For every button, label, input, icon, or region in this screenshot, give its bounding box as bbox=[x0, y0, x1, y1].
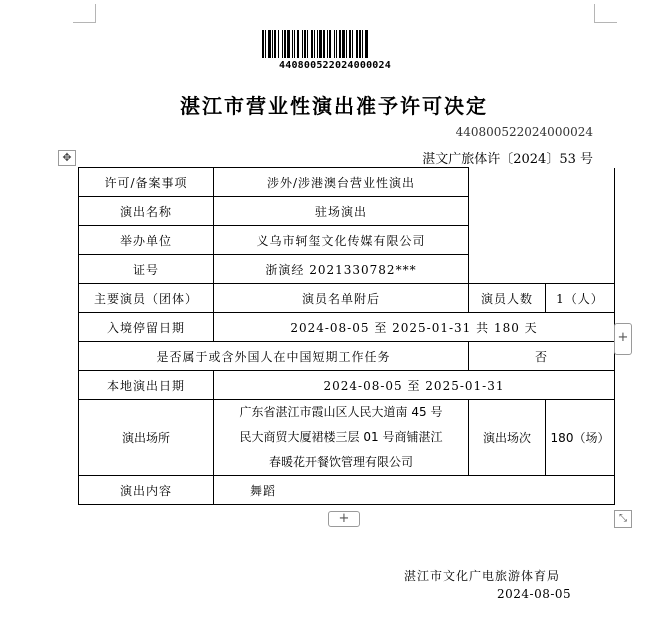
barcode-bar bbox=[329, 30, 331, 58]
barcode-bar bbox=[311, 30, 313, 58]
barcode-bar bbox=[304, 30, 306, 58]
performer-count-label: 演员人数 bbox=[469, 284, 546, 313]
barcode-bar bbox=[362, 30, 363, 58]
table-row bbox=[79, 371, 615, 400]
venue-label: 演出场所 bbox=[79, 400, 214, 476]
crop-mark-top-left bbox=[73, 4, 96, 23]
barcode-number: 440800522024000024 bbox=[279, 60, 391, 71]
entry-stay-value[interactable]: 2024-08-05 至 2025-01-31 共 180 天 bbox=[214, 313, 615, 342]
barcode-bar bbox=[282, 30, 283, 58]
content-value[interactable]: 舞蹈 bbox=[214, 476, 615, 505]
barcode-bar bbox=[307, 30, 308, 58]
issue-date: 2024-08-05 bbox=[497, 587, 572, 601]
performer-count-value[interactable]: 1（人） bbox=[546, 284, 615, 313]
table-resize-handle[interactable] bbox=[614, 510, 632, 528]
organizer-label: 举办单位 bbox=[79, 226, 214, 255]
barcode-bar bbox=[349, 30, 351, 58]
barcode-bar bbox=[365, 30, 368, 58]
venue-line-1: 广东省湛江市霞山区人民大道南 45 号 bbox=[239, 405, 443, 419]
permit-item-value[interactable]: 涉外/涉港澳台营业性演出 bbox=[214, 168, 469, 197]
show-name-label: 演出名称 bbox=[79, 197, 214, 226]
table-row bbox=[79, 284, 615, 313]
barcode-bar bbox=[346, 30, 347, 58]
barcode-bar bbox=[302, 30, 303, 58]
table-row bbox=[79, 168, 615, 197]
barcode-bar bbox=[278, 30, 279, 58]
barcode bbox=[262, 30, 408, 58]
permit-item-label: 许可/备案事项 bbox=[79, 168, 214, 197]
main-performers-value[interactable]: 演员名单附后 bbox=[214, 284, 469, 313]
barcode-bar bbox=[359, 30, 361, 58]
venue-line-2: 民大商贸大厦裙楼三层 01 号商铺湛江 bbox=[239, 430, 443, 444]
venue-value[interactable] bbox=[214, 400, 469, 476]
barcode-bar bbox=[262, 30, 264, 58]
barcode-bar bbox=[272, 30, 273, 58]
local-dates-value[interactable]: 2024-08-05 至 2025-01-31 bbox=[214, 371, 615, 400]
barcode-bar bbox=[334, 30, 335, 58]
barcode-bar bbox=[265, 30, 266, 58]
show-count-value[interactable]: 180（场） bbox=[546, 400, 615, 476]
barcode-bar bbox=[327, 30, 328, 58]
barcode-bar bbox=[342, 30, 345, 58]
table-row bbox=[79, 476, 615, 505]
barcode-bar bbox=[294, 30, 295, 58]
local-dates-label: 本地演出日期 bbox=[79, 371, 214, 400]
short-term-label: 是否属于或含外国人在中国短期工作任务 bbox=[79, 342, 469, 371]
barcode-bar bbox=[336, 30, 337, 58]
barcode-bar bbox=[268, 30, 271, 58]
table-row bbox=[79, 342, 615, 371]
license-value[interactable]: 浙演经 2021330782*** bbox=[214, 255, 469, 284]
barcode-bar bbox=[287, 30, 290, 58]
document-number: 湛文广旅体许〔2024〕53 号 bbox=[422, 152, 593, 167]
content-label: 演出内容 bbox=[79, 476, 214, 505]
crop-mark-top-right bbox=[594, 4, 617, 23]
barcode-bar bbox=[356, 30, 358, 58]
barcode-bar bbox=[317, 30, 318, 58]
license-label: 证号 bbox=[79, 255, 214, 284]
entry-stay-label: 入境停留日期 bbox=[79, 313, 214, 342]
barcode-bar bbox=[352, 30, 353, 58]
add-column-button[interactable]: + bbox=[614, 323, 632, 355]
venue-line-3: 春暖花开餐饮管理有限公司 bbox=[268, 455, 413, 469]
barcode-bar bbox=[323, 30, 325, 58]
show-count-label: 演出场次 bbox=[469, 400, 546, 476]
reference-number: 440800522024000024 bbox=[455, 125, 593, 139]
permit-table bbox=[78, 167, 615, 505]
barcode-bar bbox=[339, 30, 341, 58]
barcode-bar bbox=[292, 30, 293, 58]
table-move-handle[interactable] bbox=[58, 150, 76, 166]
issuer-name: 湛江市文化广电旅游体育局 bbox=[404, 569, 561, 583]
show-name-value[interactable]: 驻场演出 bbox=[214, 197, 469, 226]
table-row bbox=[79, 400, 615, 476]
short-term-value[interactable]: 否 bbox=[469, 342, 615, 371]
add-row-button[interactable]: + bbox=[328, 511, 360, 527]
barcode-bar bbox=[319, 30, 322, 58]
main-performers-label: 主要演员（团体） bbox=[79, 284, 214, 313]
barcode-bar bbox=[274, 30, 276, 58]
blank-cell bbox=[469, 168, 615, 284]
document-title: 湛江市营业性演出准予许可决定 bbox=[180, 94, 488, 118]
barcode-bar bbox=[297, 30, 299, 58]
move-icon: ✥ bbox=[62, 151, 72, 164]
organizer-value[interactable]: 义乌市轲玺文化传媒有限公司 bbox=[214, 226, 469, 255]
barcode-bar bbox=[314, 30, 315, 58]
table-row bbox=[79, 313, 615, 342]
barcode-bar bbox=[284, 30, 286, 58]
resize-diagonal-icon: ⤡ bbox=[619, 513, 627, 524]
